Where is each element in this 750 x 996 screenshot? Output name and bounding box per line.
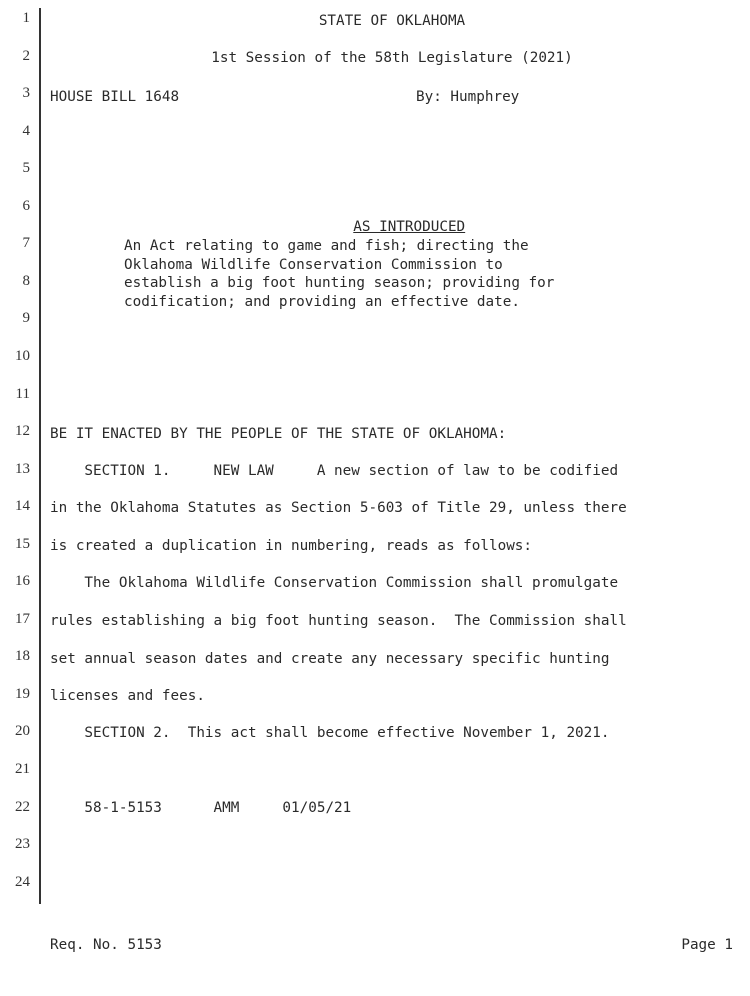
state-heading: STATE OF OKLAHOMA <box>318 13 466 29</box>
section-1-line-7: licenses and fees. <box>50 688 205 704</box>
line-number: 6 <box>22 197 30 214</box>
bill-number: HOUSE BILL 1648 <box>50 89 180 105</box>
margin-rule <box>39 8 41 904</box>
line-number: 23 <box>15 836 30 853</box>
line-number: 22 <box>15 798 30 815</box>
section-1-line-6: set annual season dates and create any necessary specific hunting <box>50 651 610 667</box>
line-number: 10 <box>15 347 30 364</box>
footer-request-number: Req. No. 5153 <box>50 937 162 953</box>
line-number: 4 <box>22 122 30 139</box>
abstract-line-4: codification; and providing an effective date. <box>124 293 520 310</box>
line-number: 17 <box>15 610 30 627</box>
line-number: 11 <box>15 385 30 402</box>
line-number: 18 <box>15 648 30 665</box>
section-1-line-1: SECTION 1. NEW LAW A new section of law to be codified <box>50 463 619 479</box>
section-1-line-4: The Oklahoma Wildlife Conservation Commission shall promulgate <box>50 575 619 591</box>
line-number: 5 <box>22 160 30 177</box>
line-number: 13 <box>15 460 30 477</box>
section-1-line-5: rules establishing a big foot hunting season. The Commission shall <box>50 613 627 629</box>
line-number: 3 <box>22 85 30 102</box>
line-number: 9 <box>22 310 30 327</box>
status-heading: AS INTRODUCED <box>353 219 466 235</box>
request-code-line: 58-1-5153 AMM 01/05/21 <box>50 800 352 816</box>
abstract-line-3: establish a big foot hunting season; providing for <box>124 275 555 291</box>
line-number: 16 <box>15 573 30 590</box>
session-heading: 1st Session of the 58th Legislature (2021) <box>211 50 573 66</box>
line-number: 15 <box>15 535 30 552</box>
section-1-line-2: in the Oklahoma Statutes as Section 5-603 of Title 29, unless there <box>50 500 627 516</box>
abstract-line-1: An Act relating to game and fish; directing the <box>124 238 529 254</box>
line-number: 2 <box>22 47 30 64</box>
abstract-line-2: Oklahoma Wildlife Conservation Commission to <box>124 256 503 273</box>
section-2-line: SECTION 2. This act shall become effective November 1, 2021. <box>50 725 610 741</box>
line-number: 1 <box>22 10 30 26</box>
line-number: 21 <box>15 761 30 777</box>
line-number: 12 <box>15 423 30 440</box>
line-number: 14 <box>15 498 30 515</box>
line-number: 20 <box>15 723 30 740</box>
section-1-line-3: is created a duplication in numbering, reads as follows: <box>50 538 533 554</box>
enacting-clause: BE IT ENACTED BY THE PEOPLE OF THE STATE OF OKLAHOMA: <box>50 426 507 442</box>
line-number: 19 <box>15 685 30 702</box>
line-number: 8 <box>22 272 30 289</box>
line-number: 24 <box>15 873 30 890</box>
line-number: 7 <box>22 235 30 252</box>
footer-page-number: Page 1 <box>681 937 733 953</box>
bill-author: By: Humphrey <box>416 89 520 105</box>
